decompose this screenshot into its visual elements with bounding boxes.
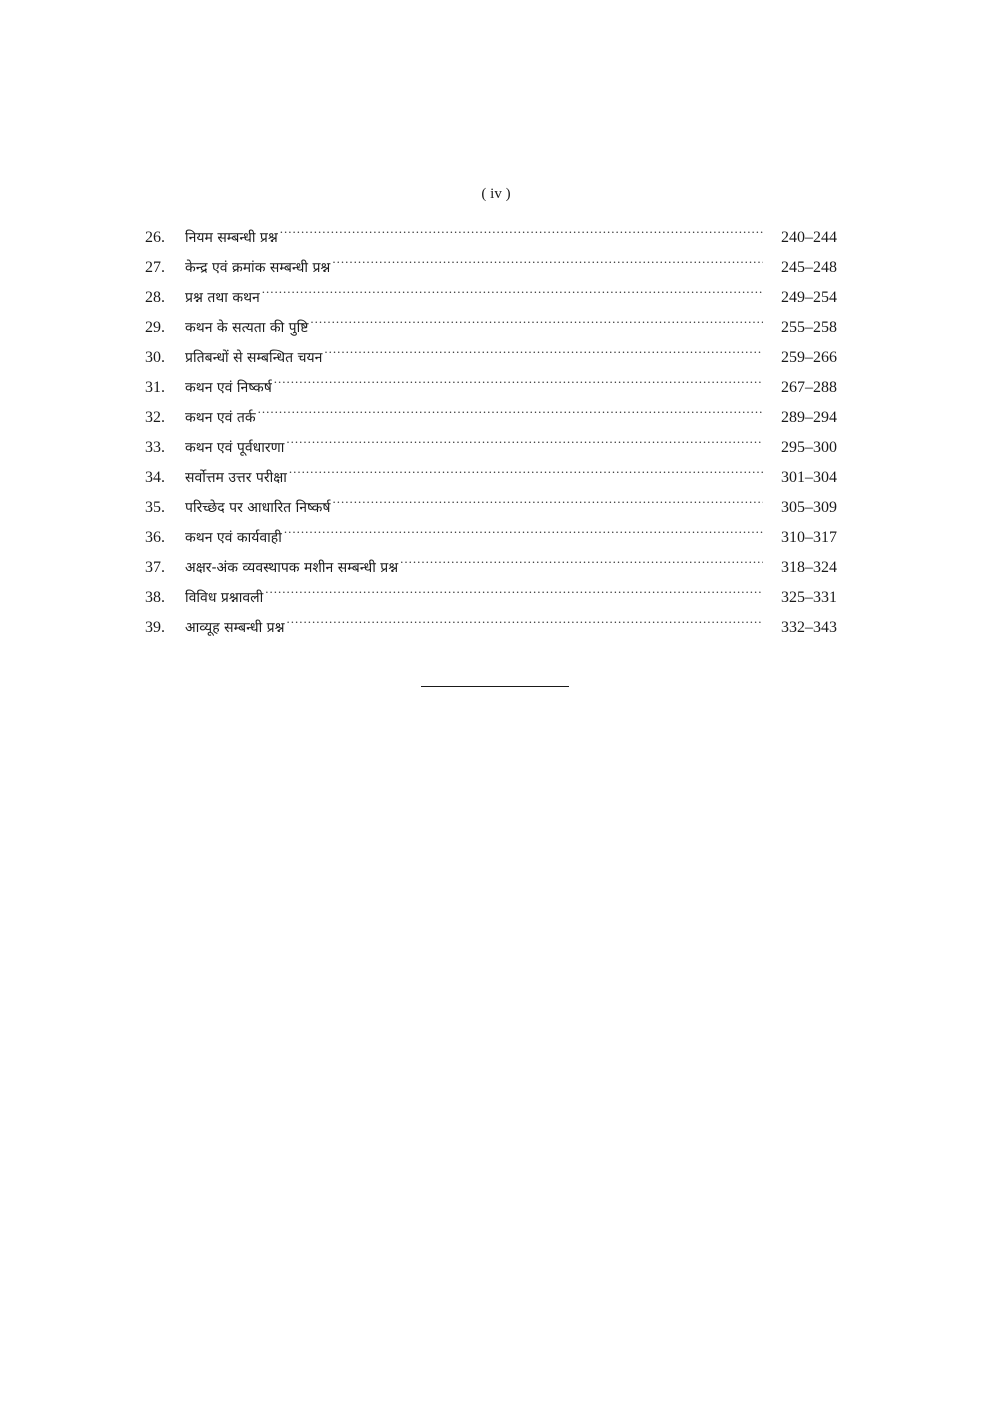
toc-entry-number: 38.: [145, 589, 165, 606]
toc-entry-pages: 332–343: [781, 619, 837, 636]
dot-leader: [287, 614, 763, 632]
toc-entry-title: सर्वोत्तम उत्तर परीक्षा: [185, 470, 287, 486]
toc-entry: [145, 224, 837, 254]
toc-entry: [145, 494, 837, 524]
toc-entry-pages: 289–294: [781, 409, 837, 426]
dot-leader: [258, 404, 763, 422]
toc-entry-title: प्रतिबन्धों से सम्बन्धित चयन: [185, 350, 323, 366]
dot-leader: [310, 314, 763, 332]
toc-entry: [145, 314, 837, 344]
toc-entry-number: 39.: [145, 619, 165, 636]
toc-entry: [145, 554, 837, 584]
dot-leader: [262, 284, 763, 302]
toc-entry-title: आव्यूह सम्बन्धी प्रश्न: [185, 620, 285, 636]
dot-leader: [265, 584, 763, 602]
toc-entry-pages: 240–244: [781, 229, 837, 246]
toc-entry-number: 32.: [145, 409, 165, 426]
toc-entry-number: 26.: [145, 229, 165, 246]
page-number: ( iv ): [481, 186, 511, 202]
toc-entry: [145, 434, 837, 464]
toc-entry-pages: 245–248: [781, 259, 837, 276]
section-end-rule: [421, 686, 569, 687]
toc-entry-title: प्रश्न तथा कथन: [185, 290, 260, 306]
toc-entry: [145, 524, 837, 554]
toc-entry-number: 30.: [145, 349, 165, 366]
dot-leader: [400, 554, 763, 572]
toc-entry-number: 33.: [145, 439, 165, 456]
toc-entry-number: 37.: [145, 559, 165, 576]
toc-entry-title: कथन एवं तर्क: [185, 410, 256, 426]
toc-entry-title: कथन एवं कार्यवाही: [185, 530, 282, 546]
dot-leader: [286, 434, 763, 452]
toc-entry: [145, 614, 837, 644]
toc-entry-pages: 305–309: [781, 499, 837, 516]
toc-entry-pages: 255–258: [781, 319, 837, 336]
table-of-contents: [145, 224, 837, 644]
dot-leader: [284, 524, 763, 542]
toc-entry: [145, 374, 837, 404]
toc-entry-number: 35.: [145, 499, 165, 516]
toc-entry-pages: 259–266: [781, 349, 837, 366]
toc-entry-title: परिच्छेद पर आधारित निष्कर्ष: [185, 500, 331, 516]
toc-entry: [145, 464, 837, 494]
toc-entry-title: केन्द्र एवं क्रमांक सम्बन्धी प्रश्न: [185, 260, 331, 276]
dot-leader: [324, 344, 763, 362]
toc-entry-title: विविध प्रश्नावली: [185, 590, 264, 606]
toc-entry-title: कथन एवं निष्कर्ष: [185, 380, 272, 396]
toc-entry-number: 31.: [145, 379, 165, 396]
toc-entry: [145, 584, 837, 614]
toc-entry-number: 28.: [145, 289, 165, 306]
toc-entry: [145, 284, 837, 314]
toc-entry-pages: 249–254: [781, 289, 837, 306]
toc-entry-pages: 295–300: [781, 439, 837, 456]
dot-leader: [333, 494, 763, 512]
toc-entry-title: नियम सम्बन्धी प्रश्न: [185, 230, 278, 246]
toc-entry-number: 36.: [145, 529, 165, 546]
toc-entry-number: 29.: [145, 319, 165, 336]
dot-leader: [274, 374, 763, 392]
toc-entry-title: कथन एवं पूर्वधारणा: [185, 440, 285, 456]
toc-entry-number: 27.: [145, 259, 165, 276]
toc-entry-pages: 310–317: [781, 529, 837, 546]
toc-entry: [145, 344, 837, 374]
toc-entry-pages: 318–324: [781, 559, 837, 576]
toc-entry: [145, 404, 837, 434]
toc-entry-pages: 267–288: [781, 379, 837, 396]
toc-entry-pages: 325–331: [781, 589, 837, 606]
dot-leader: [280, 224, 763, 242]
toc-entry: [145, 254, 837, 284]
dot-leader: [289, 464, 763, 482]
dot-leader: [332, 254, 763, 272]
toc-entry-title: अक्षर-अंक व्यवस्थापक मशीन सम्बन्धी प्रश्न: [185, 560, 399, 576]
toc-entry-number: 34.: [145, 469, 165, 486]
toc-entry-title: कथन के सत्यता की पुष्टि: [185, 320, 309, 336]
toc-entry-pages: 301–304: [781, 469, 837, 486]
